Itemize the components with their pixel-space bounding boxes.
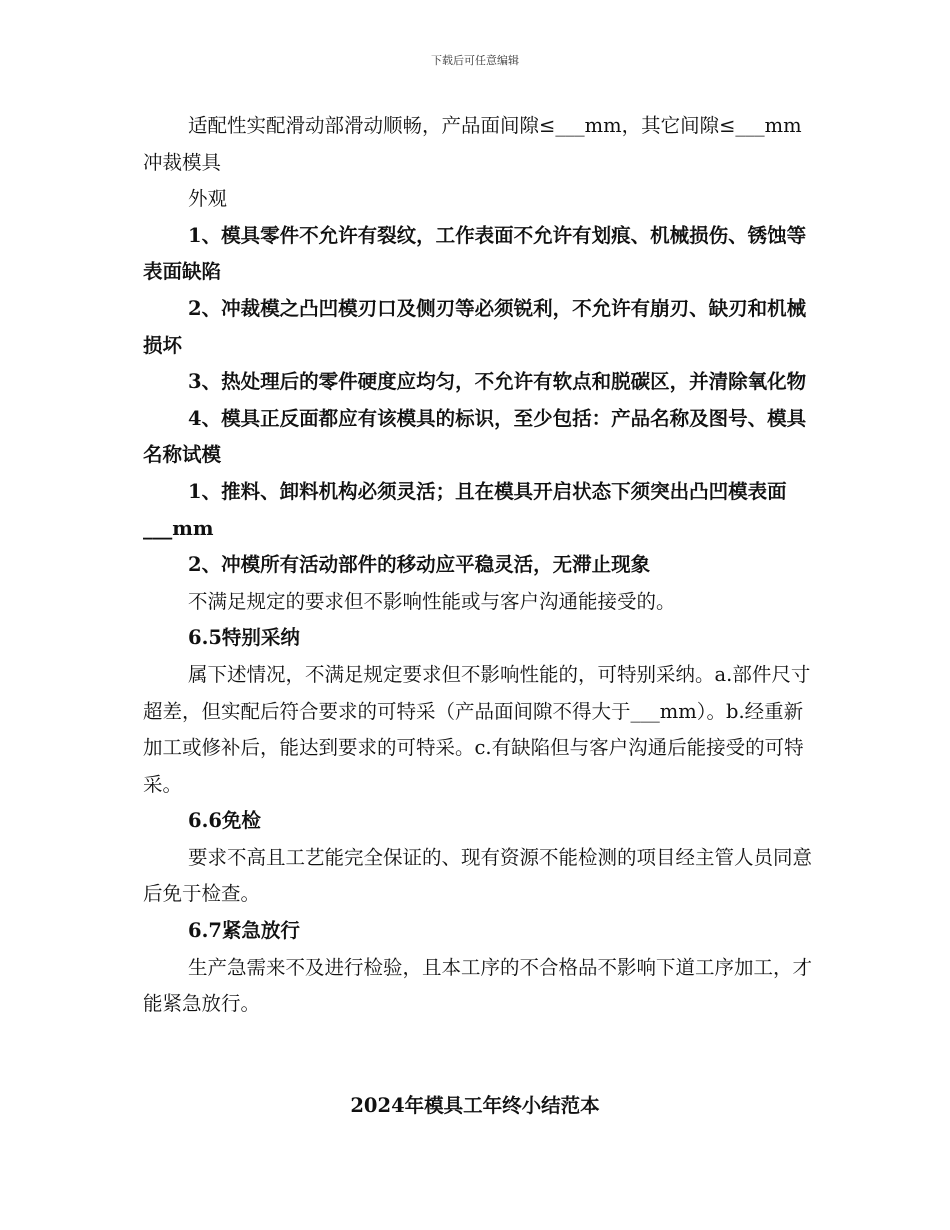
- paragraph: 生产急需来不及进行检验，且本工序的不合格品不影响下道工序加工，才能紧急放行。: [143, 955, 813, 1016]
- section-heading: 6.7紧急放行: [188, 919, 300, 943]
- paragraph: 不满足规定的要求但不影响性能或与客户沟通能接受的。: [188, 589, 676, 613]
- paragraph: 属下述情况，不满足规定要求但不影响性能的，可特别采纳。a.部件尺寸超差，但实配后符合要求的可特采（产品面间隙不得大于___mm）。b.经重新加工或修补后，能达到要求的可特采。c.有缺陷但与客户沟通后能接受的可特采。: [143, 662, 811, 796]
- paragraph: 适配性实配滑动部滑动顺畅，产品面间隙≤___mm，其它间隙≤___mm冲裁模具: [143, 114, 802, 174]
- paragraph: 3、热处理后的零件硬度应均匀，不允许有软点和脱碳区，并清除氧化物: [188, 370, 807, 394]
- document-title: 2024年模具工年终小结范本: [350, 1094, 600, 1117]
- paragraph: 2、冲裁模之凸凹模刃口及侧刃等必须锐利，不允许有崩刃、缺刃和机械损坏: [143, 296, 807, 357]
- paragraph: 2、冲模所有活动部件的移动应平稳灵活，无滞止现象: [188, 553, 651, 577]
- paragraph: 1、模具零件不允许有裂纹，工作表面不允许有划痕、机械损伤、锈蚀等表面缺陷: [143, 223, 807, 284]
- section-heading: 6.6免检: [188, 809, 261, 833]
- page-header: 下载后可任意编辑: [431, 54, 519, 67]
- paragraph: 4、模具正反面都应有该模具的标识，至少包括：产品名称及图号、模具名称试模: [143, 406, 807, 467]
- section-heading: 6.5特别采纳: [188, 626, 300, 650]
- document-body: [143, 108, 813, 1023]
- paragraph: 外观: [188, 187, 228, 211]
- paragraph: 1、推料、卸料机构必须灵活；且在模具开启状态下须突出凸凹模表面___mm: [143, 479, 787, 540]
- paragraph: 要求不高且工艺能完全保证的、现有资源不能检测的项目经主管人员同意后免于检查。: [143, 845, 813, 906]
